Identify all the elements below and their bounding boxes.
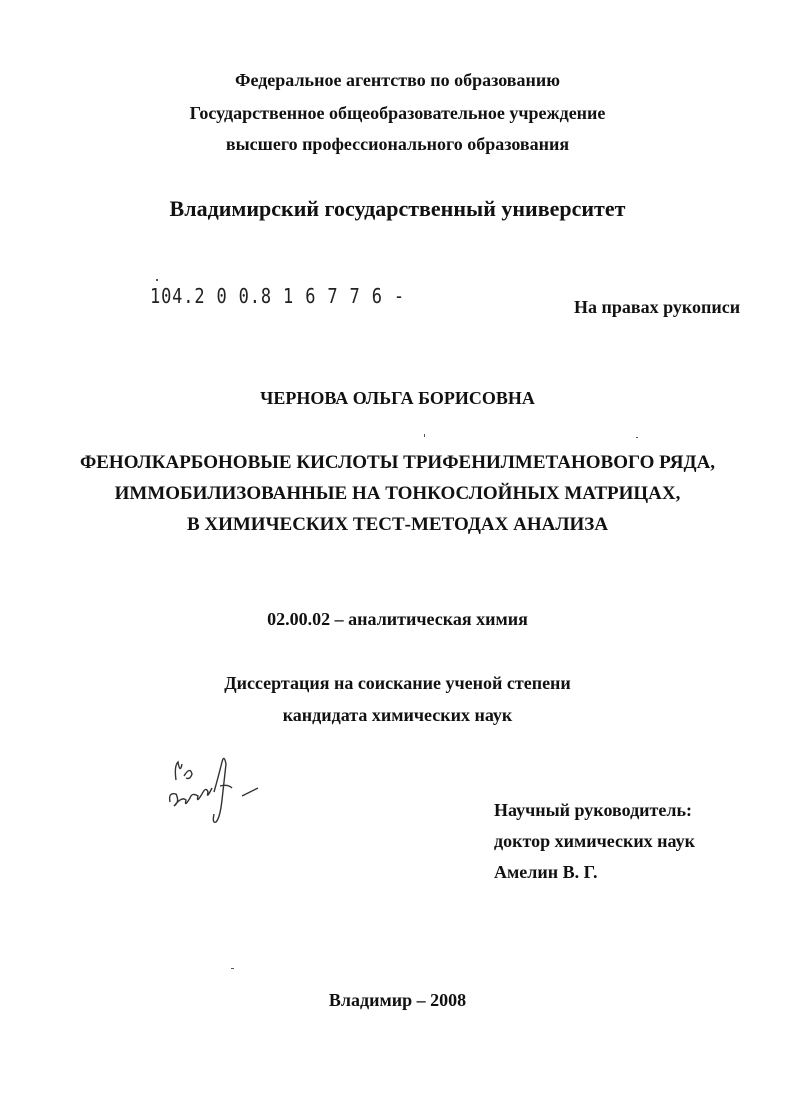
scan-speck <box>424 434 425 437</box>
author-name: ЧЕРНОВА ОЛЬГА БОРИСОВНА <box>260 388 535 408</box>
dissertation-line-1: Диссертация на соискание ученой степени <box>224 673 571 693</box>
scan-speck <box>636 437 638 438</box>
supervisor-name: Амелин В. Г. <box>494 862 598 882</box>
education-level-line: высшего профессионального образования <box>225 134 570 154</box>
specialty-code: 02.00.02 – аналитическая химия <box>267 609 528 629</box>
supervisor-degree: доктор химических наук <box>494 831 696 851</box>
rights-note: На правах рукописи <box>574 297 741 317</box>
title-line-1: ФЕНОЛКАРБОНОВЫЕ КИСЛОТЫ ТРИФЕНИЛМЕТАНОВОГО РЯДА, <box>79 452 716 473</box>
agency-line: Федеральное агентство по образованию <box>234 70 561 90</box>
supervisor-label: Научный руководитель: <box>494 800 692 820</box>
registration-stamp: 104.2 0 0.8 1 6 7 7 6 - <box>150 284 405 308</box>
title-line-2: ИММОБИЛИЗОВАННЫЕ НА ТОНКОСЛОЙНЫХ МАТРИЦАХ, <box>114 483 681 504</box>
handwritten-signature <box>162 752 282 842</box>
dissertation-line-2: кандидата химических наук <box>282 705 513 725</box>
stamp-speck <box>156 279 158 281</box>
university-name: Владимирский государственный университет <box>169 196 626 221</box>
institution-line: Государственное общеобразовательное учреждение <box>189 103 606 123</box>
title-line-3: В ХИМИЧЕСКИХ ТЕСТ-МЕТОДАХ АНАЛИЗА <box>186 514 609 535</box>
scan-speck <box>231 968 234 969</box>
city-year: Владимир – 2008 <box>328 990 467 1010</box>
